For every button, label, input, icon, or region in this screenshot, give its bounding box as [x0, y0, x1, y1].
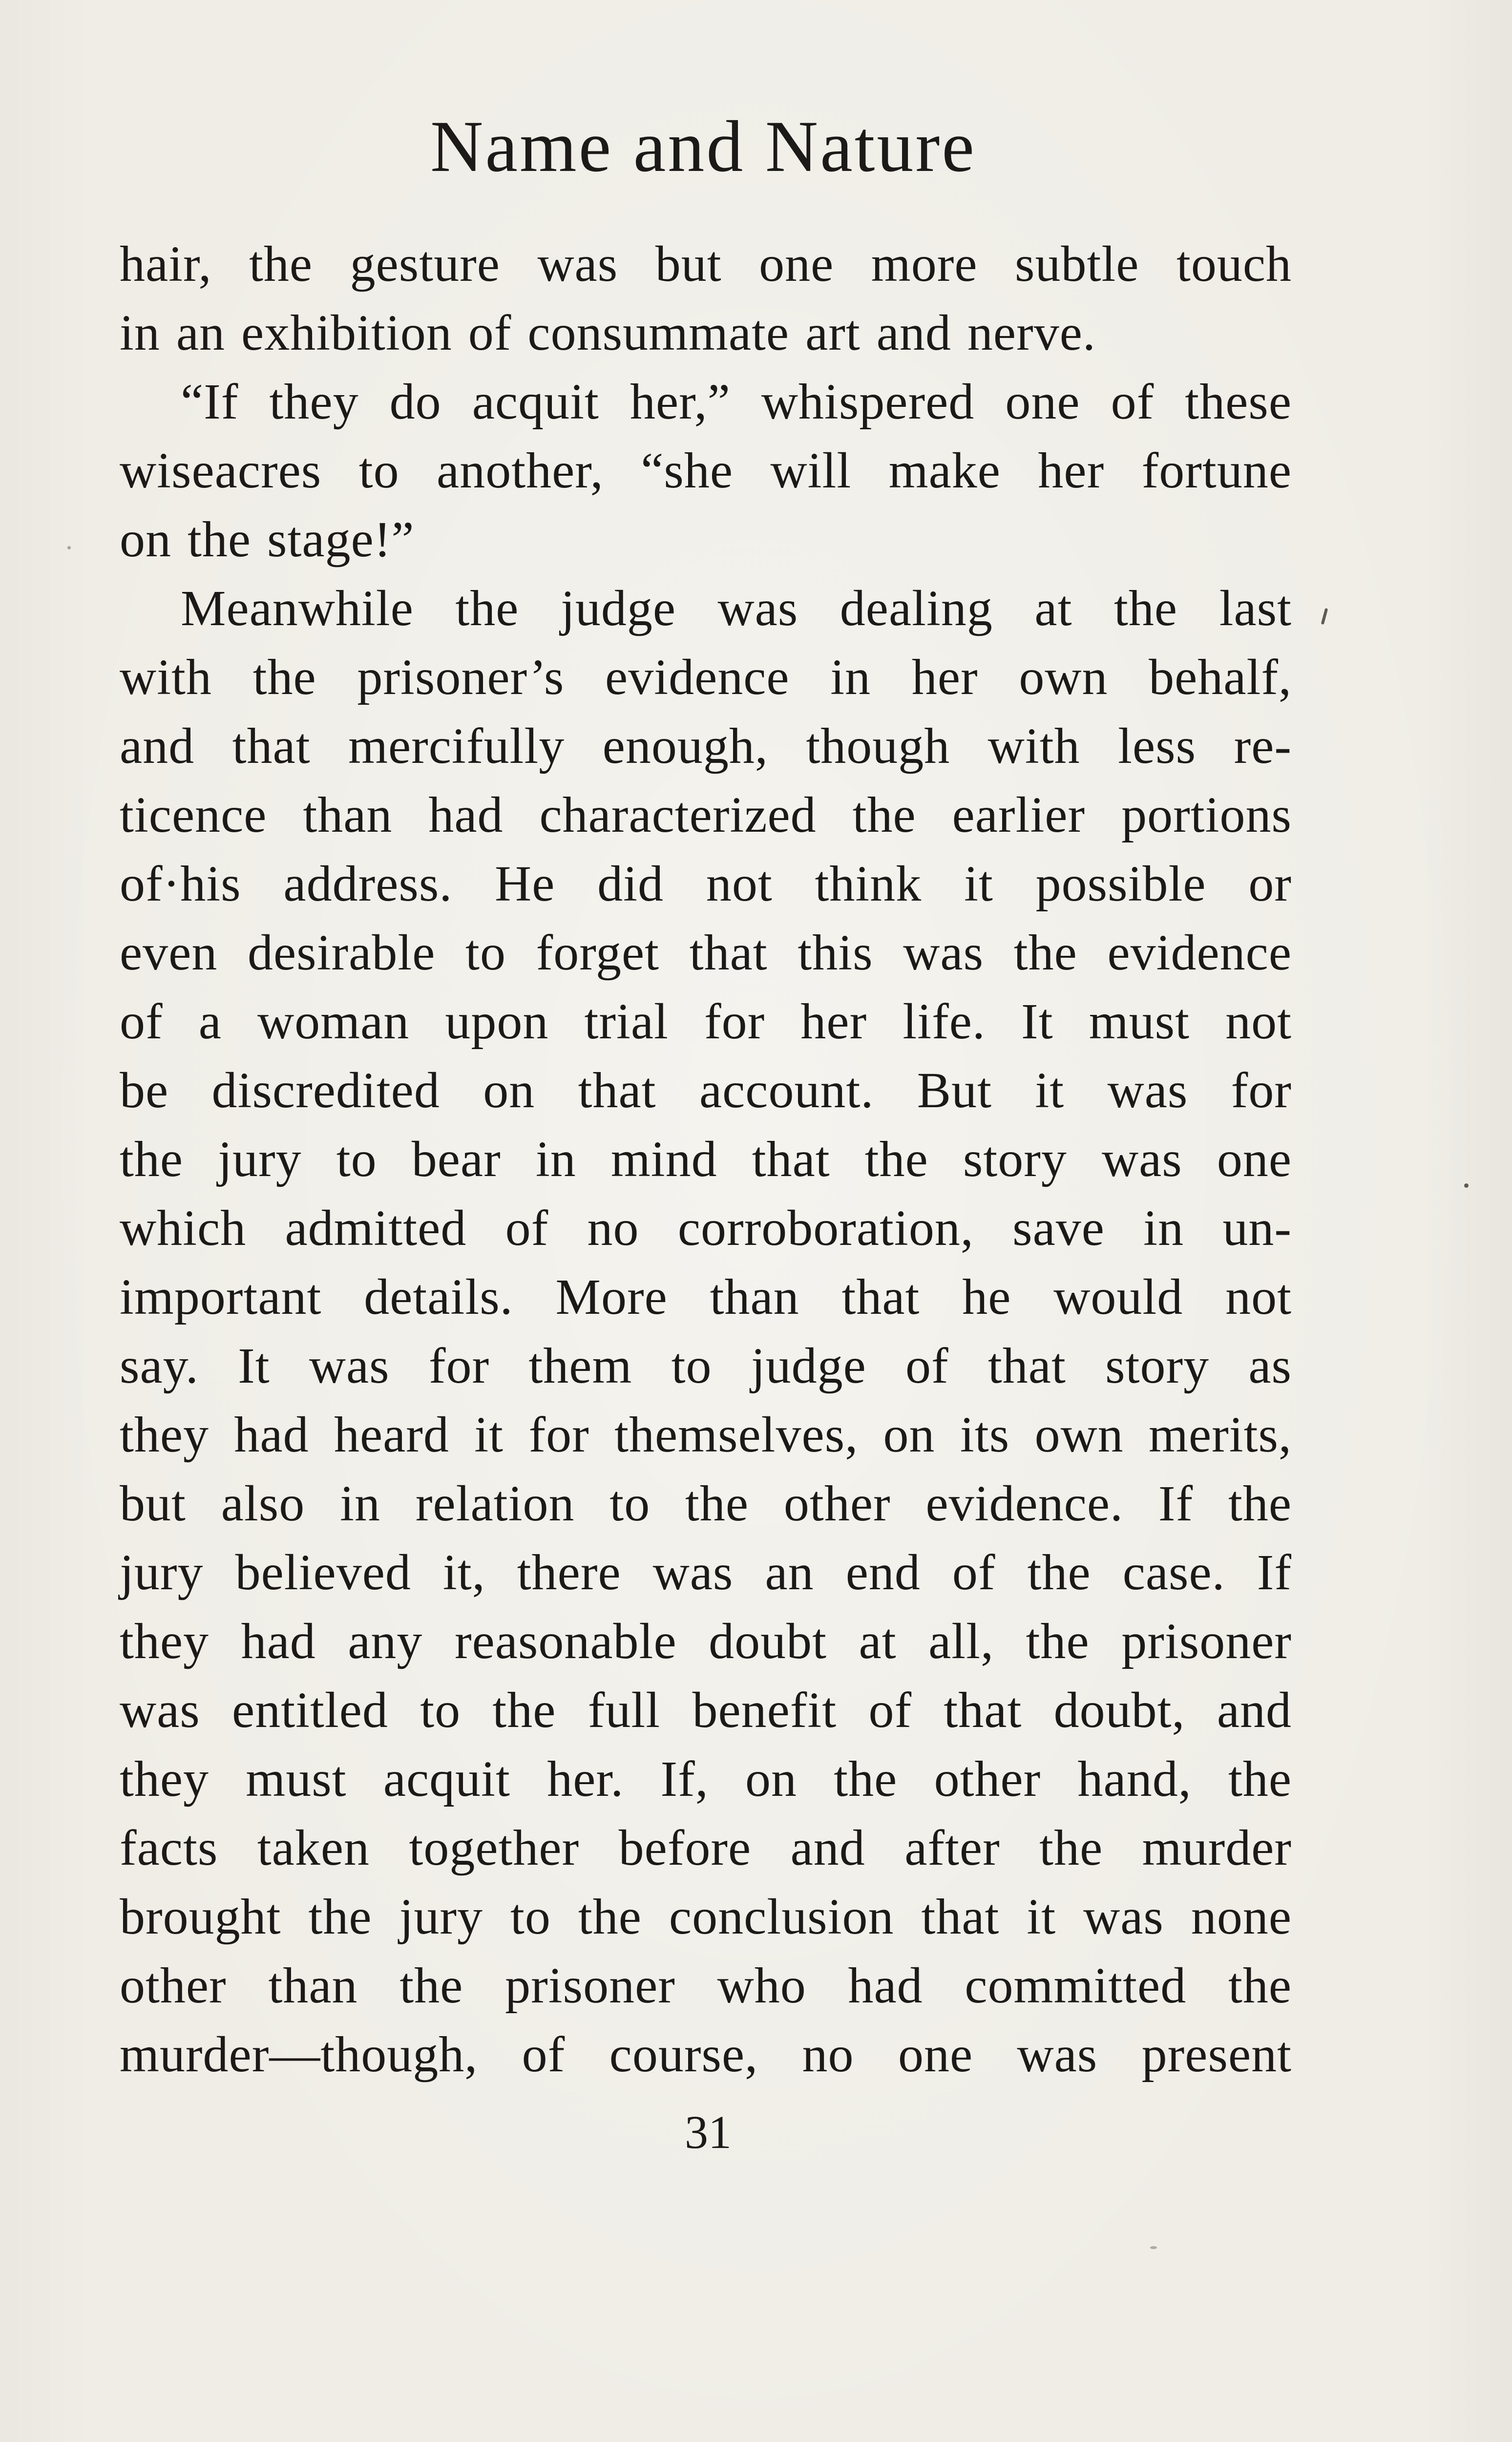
text-line: important details. More than that he would not — [120, 1269, 1292, 1325]
ink-speck — [1150, 2246, 1157, 2249]
text-line: say. It was for them to judge of that story as — [120, 1338, 1292, 1394]
text-line: other than the prisoner who had committed the — [120, 1958, 1292, 2014]
text-line: with the prisoner’s evidence in her own behalf, — [120, 649, 1292, 705]
text-line: hair, the gesture was but one more subtle touch — [120, 236, 1292, 292]
text-line: jury believed it, there was an end of the case. If — [120, 1544, 1292, 1600]
ink-speck — [1321, 608, 1328, 625]
ink-speck — [1464, 1183, 1469, 1188]
text-line: of a woman upon trial for her life. It must not — [120, 993, 1292, 1050]
text-line: of·his address. He did not think it possible or — [120, 856, 1292, 912]
text-line: brought the jury to the conclusion that it was none — [120, 1889, 1292, 1945]
body-text — [120, 230, 1292, 2089]
text-line: they must acquit her. If, on the other hand, the — [120, 1751, 1292, 1807]
text-line: they had heard it for themselves, on its own merits, — [120, 1407, 1292, 1463]
text-line: was entitled to the full benefit of that doubt, and — [120, 1682, 1292, 1738]
page-number: 31 — [685, 2106, 732, 2158]
text-line: in an exhibition of consummate art and nerve. — [120, 305, 1096, 361]
text-line: facts taken together before and after the murder — [120, 1820, 1292, 1876]
text-line: but also in relation to the other evidence. If the — [120, 1475, 1292, 1532]
text-line: even desirable to forget that this was the evidence — [120, 925, 1292, 981]
text-line: murder—though, of course, no one was present — [120, 2026, 1292, 2083]
text-line: they had any reasonable doubt at all, the prisoner — [120, 1613, 1292, 1669]
text-line: on the stage!” — [120, 511, 415, 568]
text-line: ticence than had characterized the earlier portions — [120, 787, 1292, 843]
text-line: and that mercifully enough, though with less re- — [120, 718, 1292, 774]
ink-speck — [67, 546, 71, 549]
text-line: be discredited on that account. But it was for — [120, 1062, 1292, 1118]
text-line: Meanwhile the judge was dealing at the last — [181, 580, 1292, 636]
running-head: Name and Nature — [430, 106, 976, 187]
text-line: “If they do acquit her,” whispered one of these — [181, 374, 1292, 430]
text-line: wiseacres to another, “she will make her fortune — [120, 442, 1292, 499]
text-line: which admitted of no corroboration, save in un- — [120, 1200, 1292, 1256]
text-line: the jury to bear in mind that the story was one — [120, 1131, 1292, 1187]
